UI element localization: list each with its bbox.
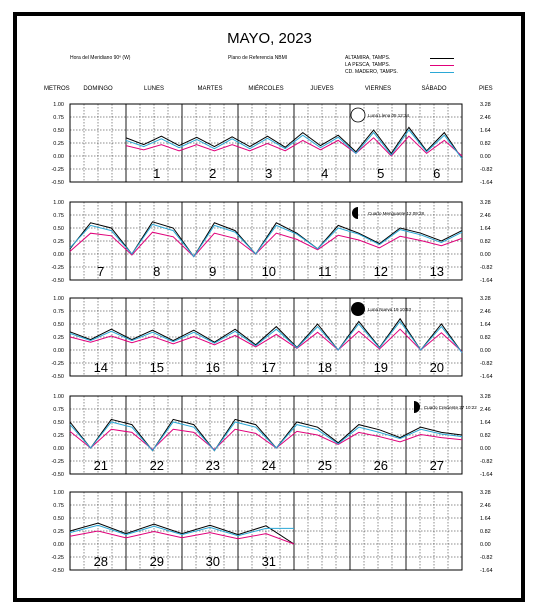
y-tick-label-feet: -1.64 [480, 180, 493, 186]
y-tick-label-meters: 0.25 [53, 239, 64, 245]
day-number: 5 [377, 166, 385, 181]
y-tick-label-feet: -0.82 [480, 167, 493, 173]
y-tick-label-meters: 0.75 [53, 407, 64, 413]
day-number: 8 [153, 264, 161, 279]
y-tick-label-meters: -0.25 [51, 361, 64, 367]
day-header-friday: VIERNES [364, 86, 392, 92]
y-tick-label-meters: 0.00 [53, 154, 64, 160]
y-tick-label-feet: 2.46 [480, 213, 491, 219]
y-tick-label-feet: 1.64 [480, 420, 491, 426]
day-number: 28 [93, 554, 109, 569]
y-tick-label-feet: -1.64 [480, 568, 493, 574]
chart-title: MAYO, 2023 [227, 30, 312, 47]
y-tick-label-feet: 0.00 [480, 252, 491, 258]
y-tick-label-meters: 0.50 [53, 226, 64, 232]
day-number: 31 [261, 554, 277, 569]
y-tick-label-feet: -1.64 [480, 278, 493, 284]
unit-right-label: PIES [479, 86, 493, 92]
legend-label-madero: CD. MADERO, TAMPS. [345, 69, 398, 75]
y-tick-label-meters: -0.25 [51, 265, 64, 271]
day-number: 16 [205, 360, 221, 375]
day-number: 4 [321, 166, 329, 181]
y-tick-label-meters: 0.25 [53, 335, 64, 341]
y-tick-label-feet: 3.28 [480, 102, 491, 108]
y-tick-label-meters: 0.50 [53, 420, 64, 426]
y-tick-label-feet: 0.82 [480, 529, 491, 535]
y-tick-label-feet: 0.82 [480, 433, 491, 439]
day-number: 22 [149, 458, 165, 473]
y-tick-label-meters: 0.00 [53, 446, 64, 452]
y-tick-label-meters: -0.50 [51, 472, 64, 478]
y-tick-label-feet: -1.64 [480, 374, 493, 380]
day-number: 11 [318, 264, 332, 279]
day-header-tuesday: MARTES [197, 86, 223, 92]
y-tick-label-feet: 3.28 [480, 394, 491, 400]
day-number: 13 [429, 264, 445, 279]
day-number: 3 [265, 166, 273, 181]
y-tick-label-feet: 0.82 [480, 335, 491, 341]
y-tick-label-feet: -0.82 [480, 265, 493, 271]
y-tick-label-meters: 0.00 [53, 252, 64, 258]
y-tick-label-meters: 0.25 [53, 433, 64, 439]
y-tick-label-feet: 2.46 [480, 503, 491, 509]
day-number: 20 [429, 360, 445, 375]
day-number: 17 [261, 360, 277, 375]
y-tick-label-meters: 1.00 [53, 102, 64, 108]
y-tick-label-meters: -0.25 [51, 459, 64, 465]
y-tick-label-meters: -0.50 [51, 278, 64, 284]
moon-phase-label: Cuarto Menguante 12 09:28 [368, 211, 425, 216]
reference-note: Plano de Referencia NBMI [228, 55, 288, 61]
y-tick-label-feet: 1.64 [480, 226, 491, 232]
y-tick-label-feet: 3.28 [480, 296, 491, 302]
day-header-monday: LUNES [143, 86, 165, 92]
day-header-sunday: DOMINGO [83, 86, 113, 92]
y-tick-label-feet: -0.82 [480, 555, 493, 561]
day-number: 9 [209, 264, 217, 279]
day-number: 10 [261, 264, 277, 279]
day-number: 14 [93, 360, 109, 375]
day-number: 1 [153, 166, 161, 181]
y-tick-label-feet: 3.28 [480, 200, 491, 206]
y-tick-label-feet: 0.82 [480, 141, 491, 147]
day-number: 19 [373, 360, 389, 375]
y-tick-label-feet: 0.00 [480, 154, 491, 160]
moon-phase-label: Cuarto Creciente 27 10:22 [424, 405, 477, 410]
y-tick-label-feet: 0.00 [480, 348, 491, 354]
y-tick-label-meters: 0.00 [53, 542, 64, 548]
y-tick-label-meters: -0.50 [51, 180, 64, 186]
y-tick-label-feet: 3.28 [480, 490, 491, 496]
meridian-note: Hora del Meridiano 90º (W) [70, 55, 131, 61]
legend-label-altamira: ALTAMIRA, TAMPS. [345, 55, 391, 61]
moon-phase-label: Luna Nueva 19 10:53 [368, 307, 412, 312]
day-number: 25 [317, 458, 333, 473]
y-tick-label-meters: -0.50 [51, 568, 64, 574]
unit-left-label: METROS [44, 86, 70, 92]
y-tick-label-meters: 0.00 [53, 348, 64, 354]
y-tick-label-meters: -0.25 [51, 167, 64, 173]
y-tick-label-feet: 2.46 [480, 407, 491, 413]
y-tick-label-meters: 0.75 [53, 213, 64, 219]
y-tick-label-meters: -0.25 [51, 555, 64, 561]
y-tick-label-feet: -0.82 [480, 459, 493, 465]
day-number: 23 [205, 458, 221, 473]
y-tick-label-feet: -1.64 [480, 472, 493, 478]
y-tick-label-feet: 1.64 [480, 128, 491, 134]
y-tick-label-feet: 2.46 [480, 309, 491, 315]
day-header-saturday: SÁBADO [421, 86, 447, 92]
y-tick-label-meters: 0.25 [53, 141, 64, 147]
y-tick-label-meters: 0.50 [53, 322, 64, 328]
legend-label-lapesca: LA PESCA, TAMPS. [345, 62, 391, 68]
y-tick-label-feet: 1.64 [480, 516, 491, 522]
day-header-thursday: JUEVES [310, 86, 334, 92]
day-number: 15 [149, 360, 165, 375]
y-tick-label-meters: -0.50 [51, 374, 64, 380]
y-tick-label-meters: 1.00 [53, 296, 64, 302]
y-tick-label-meters: 0.50 [53, 516, 64, 522]
day-number: 24 [261, 458, 277, 473]
day-header-wednesday: MIÉRCOLES [248, 86, 284, 92]
day-number: 30 [205, 554, 221, 569]
day-number: 27 [429, 458, 445, 473]
day-number: 7 [97, 264, 105, 279]
y-tick-label-feet: 2.46 [480, 115, 491, 121]
y-tick-label-feet: -0.82 [480, 361, 493, 367]
moon-new-icon [351, 302, 365, 316]
day-number: 29 [149, 554, 165, 569]
day-number: 18 [317, 360, 333, 375]
day-number: 21 [93, 458, 109, 473]
y-tick-label-meters: 0.75 [53, 115, 64, 121]
y-tick-label-meters: 1.00 [53, 394, 64, 400]
y-tick-label-feet: 0.00 [480, 446, 491, 452]
day-number: 2 [209, 166, 217, 181]
y-tick-label-meters: 1.00 [53, 490, 64, 496]
y-tick-label-meters: 0.75 [53, 309, 64, 315]
moon-phase-label: Luna Llena 05 12:34 [368, 113, 410, 118]
day-number: 6 [433, 166, 441, 181]
y-tick-label-meters: 0.50 [53, 128, 64, 134]
day-number: 12 [373, 264, 389, 279]
moon-full-icon [351, 108, 365, 122]
day-number: 26 [373, 458, 389, 473]
y-tick-label-meters: 1.00 [53, 200, 64, 206]
y-tick-label-feet: 0.82 [480, 239, 491, 245]
y-tick-label-meters: 0.75 [53, 503, 64, 509]
y-tick-label-feet: 1.64 [480, 322, 491, 328]
y-tick-label-feet: 0.00 [480, 542, 491, 548]
y-tick-label-meters: 0.25 [53, 529, 64, 535]
